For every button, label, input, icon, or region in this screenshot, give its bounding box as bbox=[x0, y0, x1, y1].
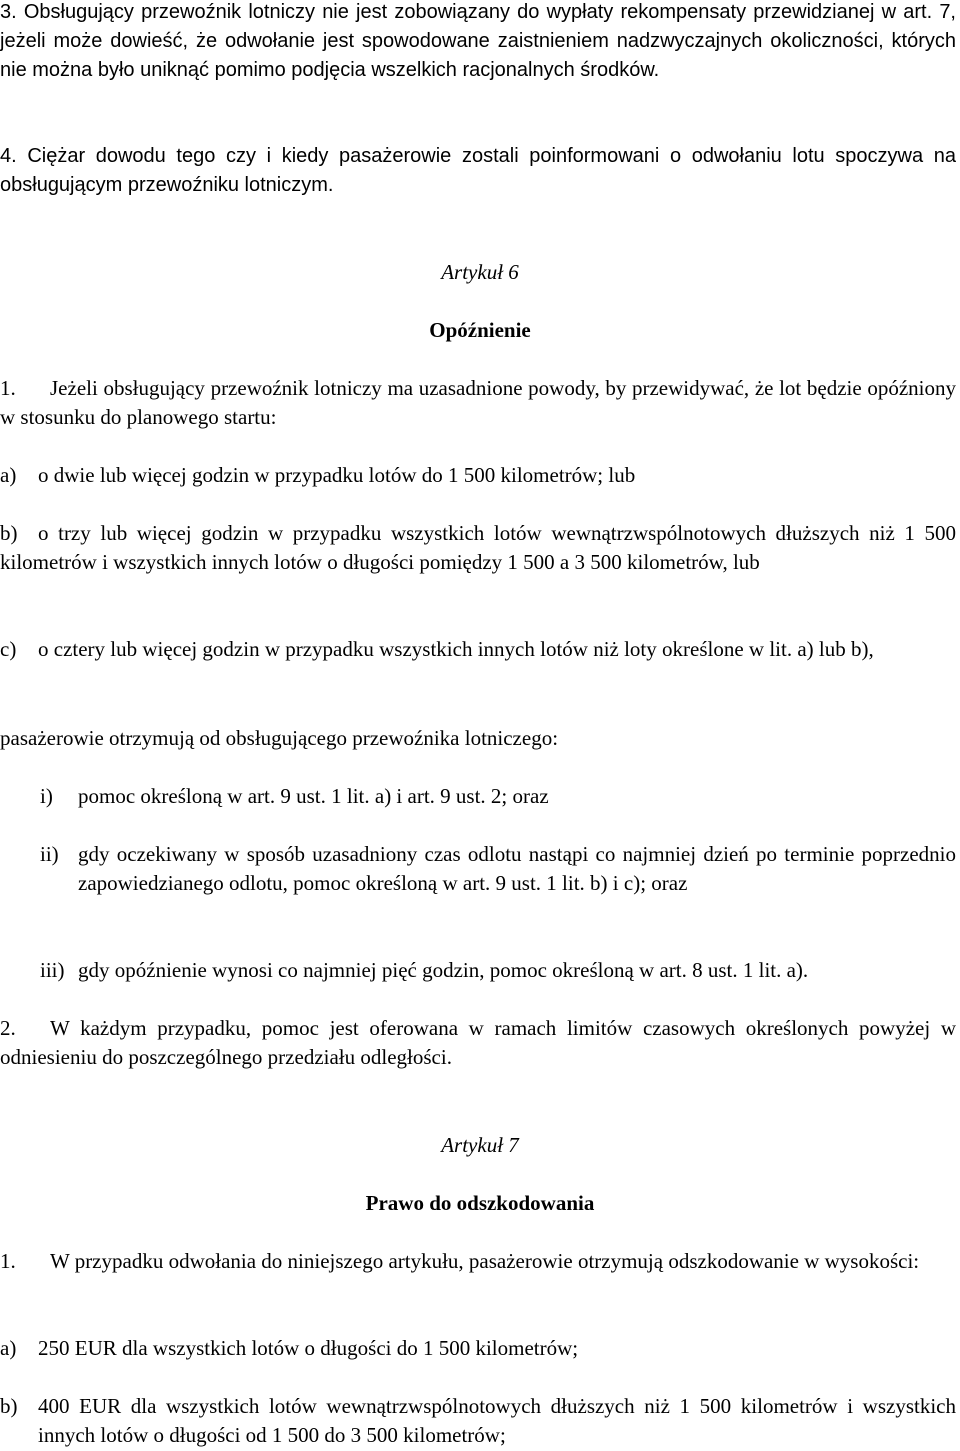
item-label: a) bbox=[0, 1336, 17, 1360]
item-text: 400 EUR dla wszystkich lotów wewnątrzwspólnotowych dłuższych niż 1 500 kilometrów i wszystkich innych lotów o długości od 1 500 do 3 500 kilometrów; bbox=[38, 1394, 956, 1447]
item-label: b) bbox=[0, 1394, 18, 1418]
paragraph-number: 2. bbox=[0, 1016, 16, 1040]
item-label: b) bbox=[0, 521, 18, 545]
subitem-label: i) bbox=[40, 784, 53, 808]
article-6-subitem-ii bbox=[0, 840, 956, 898]
item-label: a) bbox=[0, 463, 17, 487]
item-text: 250 EUR dla wszystkich lotów o długości do 1 500 kilometrów; bbox=[38, 1336, 579, 1360]
article-6-paragraph-1 bbox=[0, 374, 956, 432]
article-6-title: Opóźnienie bbox=[429, 318, 531, 342]
article-7-item-b bbox=[0, 1392, 956, 1450]
article-7-heading: Artykuł 7 bbox=[441, 1133, 519, 1157]
article-7-item-a bbox=[0, 1334, 956, 1363]
article-6-subitem-i bbox=[0, 782, 956, 811]
paragraph-number: 1. bbox=[0, 1249, 16, 1273]
article-6-receive-text: pasażerowie otrzymują od obsługującego przewoźnika lotniczego: bbox=[0, 726, 559, 750]
article-6-heading: Artykuł 6 bbox=[441, 260, 519, 284]
article-6-item-a bbox=[0, 461, 956, 490]
item-label: c) bbox=[0, 637, 17, 661]
paragraph-text: Jeżeli obsługujący przewoźnik lotniczy ma uzasadnione powody, by przewidywać, że lot będzie opóźniony w stosunku do planowego startu: bbox=[0, 376, 956, 429]
article-6-subitem-iii bbox=[0, 956, 956, 985]
paragraph-4: 4. Ciężar dowodu tego czy i kiedy pasażerowie zostali poinformowani o odwołaniu lotu spoczywa na obsługującym przewoźniku lotniczym. bbox=[0, 145, 956, 196]
subitem-label: iii) bbox=[40, 958, 65, 982]
subitem-text: gdy opóźnienie wynosi co najmniej pięć godzin, pomoc określoną w art. 8 ust. 1 lit. a). bbox=[78, 958, 809, 982]
subitem-label: ii) bbox=[40, 842, 59, 866]
subitem-text: pomoc określoną w art. 9 ust. 1 lit. a) i art. 9 ust. 2; oraz bbox=[78, 784, 549, 808]
article-6-paragraph-2 bbox=[0, 1014, 956, 1072]
article-6-item-b bbox=[0, 519, 956, 577]
article-6-item-c bbox=[0, 635, 956, 664]
item-text: o trzy lub więcej godzin w przypadku wszystkich lotów wewnątrzwspólnotowych dłuższych niż 1 500 kilometrów i wszystkich innych lotów o długości pomiędzy 1 500 a 3 500 kilometrów, lub bbox=[0, 521, 956, 574]
item-text: o cztery lub więcej godzin w przypadku wszystkich innych lotów niż loty określone w lit. a) lub b), bbox=[38, 637, 874, 661]
paragraph-text: W każdym przypadku, pomoc jest oferowana w ramach limitów czasowych określonych powyżej w odniesieniu do poszczególnego przedziału odległości. bbox=[0, 1016, 956, 1069]
article-7-title: Prawo do odszkodowania bbox=[365, 1191, 595, 1215]
item-text: o dwie lub więcej godzin w przypadku lotów do 1 500 kilometrów; lub bbox=[38, 463, 636, 487]
paragraph-number: 1. bbox=[0, 376, 16, 400]
subitem-text: gdy oczekiwany w sposób uzasadniony czas odlotu nastąpi co najmniej dzień po terminie poprzednio zapowiedzianego odlotu, pomoc określoną w art. 9 ust. 1 lit. b) i c); oraz bbox=[78, 842, 956, 895]
paragraph-text: W przypadku odwołania do niniejszego artykułu, pasażerowie otrzymują odszkodowanie w wysokości: bbox=[50, 1249, 920, 1273]
paragraph-3: 3. Obsługujący przewoźnik lotniczy nie jest zobowiązany do wypłaty rekompensaty przewidzianej w art. 7, jeżeli może dowieść, że odwołanie jest spowodowane zaistnieniem nadzwyczajnych okoliczności, których nie można było uniknąć pomimo podjęcia wszelkich racjonalnych środków. bbox=[0, 1, 956, 81]
article-7-paragraph-1 bbox=[0, 1247, 956, 1276]
